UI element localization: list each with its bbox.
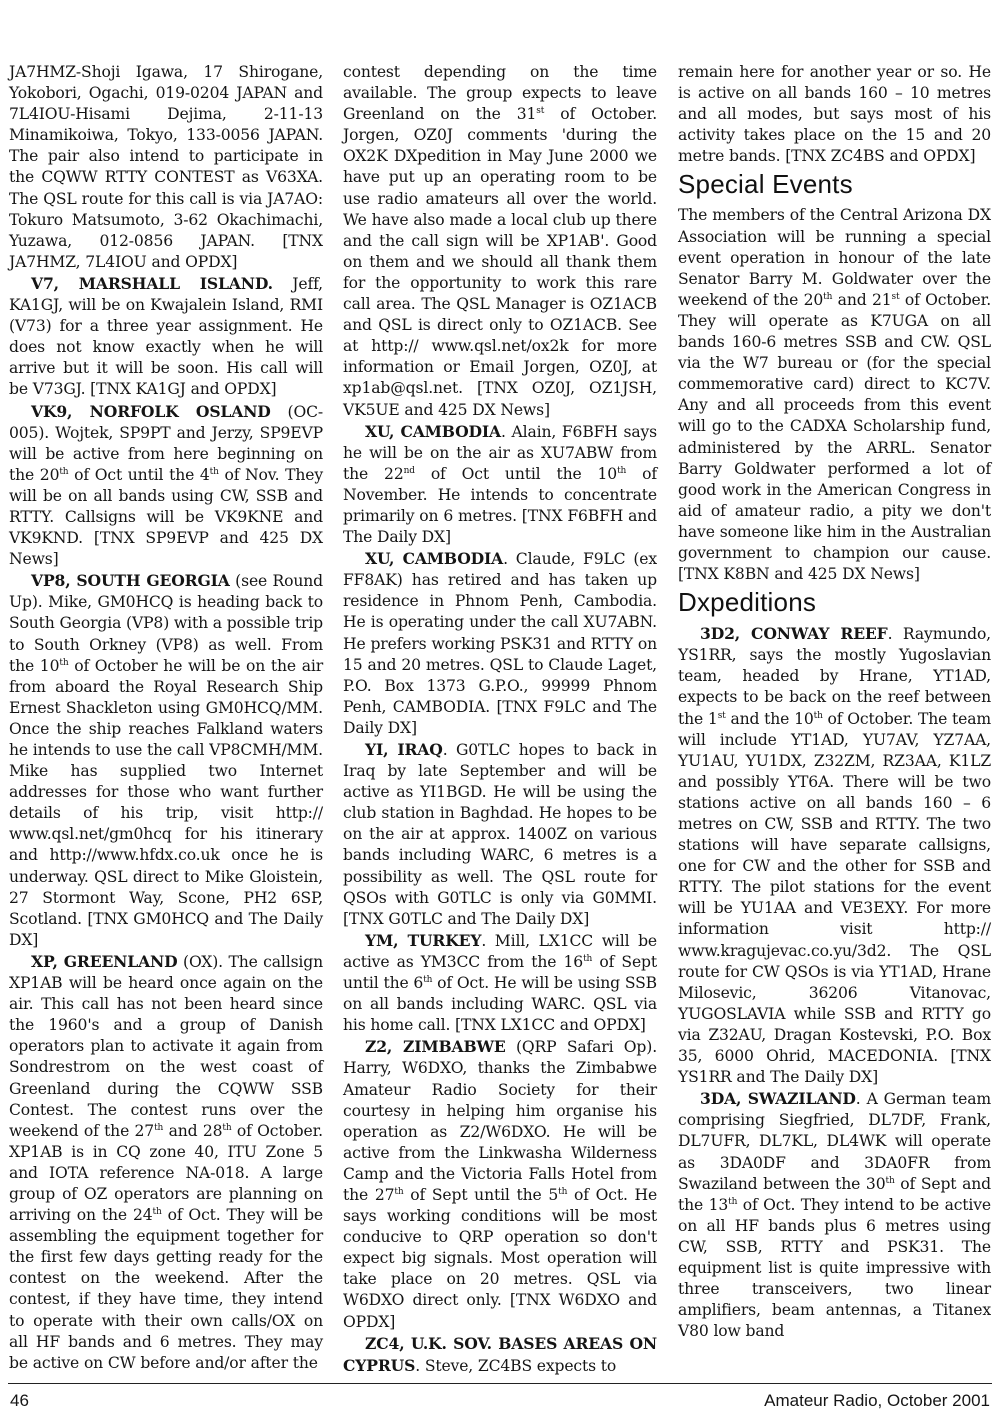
ordinal-suffix: st: [536, 106, 545, 116]
entry-z2: [343, 1036, 657, 1332]
entry-xu-1: [343, 421, 657, 549]
entry-text: . G0TLC hopes to back in Iraq by late September and will be active as YI1BGD. He will be using the club station in Baghdad. He hopes to be on the air at approx. 1400Z on various bands including WARC, 6 metres is a possibility as well. The QSL route for QSOs with G0TLC is only via G0MMI. [TNX G0TLC and The Daily DX]: [343, 741, 657, 928]
ordinal-suffix: th: [209, 466, 219, 477]
entry-text: . Mill, LX1CC will be active as YM3CC from the 16: [343, 931, 658, 971]
ordinal-suffix: st: [891, 291, 900, 302]
entry-heading: 3D2, CONWAY REEF: [700, 624, 888, 644]
entry-text: of Oct. They will be assembling the equipment together for the first few days getting ready for the contest on the weekend. After the contest, if they have time, they intend to operate with their own calls/OX on all HF bands and 6 metres. They may be active on CW before and/or after the: [9, 1206, 323, 1372]
entry-text: (see Round Up). Mike, GM0HCQ is heading back to South Georgia (VP8) with a possible trip to South Orkney (VP8) as well. From the 10: [9, 572, 323, 675]
ordinal-suffix: th: [885, 1175, 895, 1186]
entry-text: of Sept and the 13: [678, 1174, 991, 1214]
entry-text: of October he will be on the air from aboard the Royal Research Ship Ernest Shackleton using GM0HCQ/MM. Once the ship reaches Falkland waters he intends to use the call VP8CMH/MM. Mike has supplied two Internet addresses for those who want further details of his trip, visit http:// www.qsl.net/gm0hcq for his itinerary and http://www.hfdx.co.uk once he is underway. QSL direct to Mike Gloistein, 27 Stormont Way, Scone, PH2 6SP, Scotland. [TNX GM0HCQ and The Daily DX]: [9, 656, 324, 949]
entry-text: (OC-005). Wojtek, SP9PT and Jerzy, SP9EVP will be active from here beginning on the 20: [9, 402, 324, 484]
ordinal-suffix: th: [59, 466, 69, 477]
section-heading-dxpeditions: Dxpeditions: [678, 587, 817, 618]
entry-zc4: [343, 1333, 657, 1377]
ordinal-suffix: th: [558, 1186, 568, 1197]
ordinal-suffix: th: [583, 953, 593, 964]
entry-vk9: [9, 401, 323, 571]
paragraph-ja7hmz: [9, 62, 323, 273]
entry-text: of Sept until the 6: [343, 952, 657, 993]
entry-heading: VP8, SOUTH GEORGIA: [31, 571, 230, 591]
paragraph-zc4-cont: [678, 62, 991, 167]
paragraph-greenland-cont: [343, 62, 657, 421]
entry-text: . A German team comprising Siegfried, DL7DF, Frank, DL7UFR, DL7KL, DL4WK will operate as 3DA0DF and 3DA0FR from Swaziland between the 30: [678, 1090, 991, 1193]
entry-heading: XU, CAMBODIA: [365, 549, 504, 569]
entry-text: of Nov. They will be on all bands using CW, SSB and RTTY. Callsigns will be VK9KNE and VK9KND. [TNX SP9EVP and 425 DX News]: [9, 465, 323, 569]
entry-text: and the 10: [725, 709, 814, 728]
column-1: [9, 62, 324, 1372]
entry-heading: VK9, NORFOLK OSLAND: [31, 401, 271, 421]
entry-text: of October. The team will include YT1AD, YU7AV, YZ7AA, YU1AU, YU1DX, Z32ZM, RZ3AA, K1LZ and possibly YT6A. There will be two stations active on all bands 160 – 6 metres on CW, SSB and RTTY. The two stations will have separate callsigns, one for CW and the other for SSB and RTTY. The pilot stations for the event will be YU1AA and VE3EXY. For more information visit http:// www.kragujevac.co.yu/3d2. The QSL route for CW QSOs is via YT1AD, Hrane Milosevic, 36206 Vitanovac, YUGOSLAVIA while SSB and RTTY go via Z32AU, Dragan Kostevski, P.O. Box 35, 6000 Ohrid, MACEDONIA. [TNX YS1RR and The Daily DX]: [678, 709, 991, 1087]
entry-v7: [9, 273, 323, 401]
footer-divider: [8, 1383, 992, 1384]
entry-text: . Steve, ZC4BS expects to: [415, 1356, 617, 1375]
entry-heading: YI, IRAQ: [365, 740, 443, 759]
entry-text: (OX). The callsign XP1AB will be heard once again on the air. This call has not been heard since the 1960's and a group of Danish operators plan to activate it again from Sondrestrom on the west coast of Greenland during the CQWW SSB Contest. The contest runs over the weekend of the 27: [9, 952, 323, 1140]
entry-text: . Raymundo, YS1RR, says the mostly Yugoslavian team, headed by Hrane, YT1AD, expects to be back on the reef between the 1: [678, 625, 991, 728]
ordinal-suffix: th: [823, 291, 833, 302]
entry-text: of Oct. They intend to be active on all HF bands plus 6 metres using CW, SSB, RTTY and PSK31. The equipment list is quite impressive with three transceivers, two linear amplifiers, beam antennas, a Titanex V80 low band: [678, 1195, 992, 1341]
magazine-issue: Amateur Radio, October 2001: [764, 1391, 990, 1410]
entry-heading: XU, CAMBODIA: [365, 421, 501, 441]
entry-text: of Oct until the 10: [414, 464, 618, 483]
entry-heading: XP, GREENLAND: [31, 951, 178, 971]
ordinal-suffix: th: [222, 1122, 232, 1133]
entry-text: (QRP Safari Op). Harry, W6DXO, thanks the Zimbabwe Amateur Radio Society for their courtesy in helping him organise his operation as Z2/W6DXO. He will be active from the Linkwasha Wilderness Camp and the Victoria Falls Hotel from the 27: [343, 1038, 657, 1204]
entry-text: of Sept until the 5: [403, 1185, 559, 1204]
entry-text: . Claude, F9LC (ex FF8AK) has retired and has taken up residence in Phnom Penh, Cambodia. He is operating under the call XU7ABN. He prefers working PSK31 and RTTY on 15 and 20 metres. QSL to Claude Laget, P.O. Box 1373 G.P.O., 99999 Phnom Penh, CAMBODIA. [TNX F9LC and The Daily DX]: [343, 550, 657, 737]
paragraph-text: and 21: [832, 290, 892, 309]
entry-heading: YM, TURKEY: [365, 930, 482, 950]
entry-heading: 3DA, SWAZILAND: [700, 1089, 856, 1109]
entry-3d2: [678, 623, 991, 1088]
column-3: [678, 62, 991, 1362]
entry-text: of October. XP1AB is in CQ zone 40, ITU Zone 5 and IOTA reference NA-018. A large group of OZ operators are planning on arriving on the 24: [9, 1121, 323, 1225]
entry-heading: Z2, ZIMBABWE: [365, 1037, 506, 1057]
paragraph-text: JA7HMZ-Shoji Igawa, 17 Shirogane, Yokobori, Ogachi, 019-0204 JAPAN and 7L4IOU-Hisami Dejima, 2-11-13 Minamikoiwa, Tokyo, 133-0056 JAPAN. The pair also intend to participate in the CQWW RTTY CONTEST as V63XA. The QSL route for this call is via JA7AO: Tokuro Matsumoto, 3-62 Okachimachi, Yuzawa, 012-0856 JAPAN. [TNX JA7HMZ, 7L4IOU and OPDX]: [9, 63, 323, 271]
ordinal-suffix: th: [394, 1186, 404, 1197]
page-number: 46: [10, 1391, 29, 1410]
paragraph-text: contest depending on the time available. The group expects to leave Greenland on the 31: [343, 63, 657, 124]
paragraph-text: The members of the Central Arizona DX Association will be running a special event operation in honour of the late Senator Barry M. Goldwater over the weekend of the 20: [678, 206, 991, 309]
entry-vp8: [9, 570, 323, 951]
paragraph-text: of October. They will operate as K7UGA on all bands 160-6 metres SSB and CW. QSL via the W7 bureau or (for the special commemorative card) direct to KC7V. Any and all proceeds from this event will go to the CADXA Scholarship fund, administered by the ARRL. Senator Barry Goldwater performed a lot of good work in the American Congress in aid of amateur radio, a pity we don't have someone like him in the Australian government to champion our cause. [TNX K8BN and 425 DX News]: [678, 290, 991, 584]
ordinal-suffix: th: [59, 657, 69, 668]
entry-text: of Oct. He will be using SSB on all bands including WARC. QSL via his home call. [TNX LX1CC and OPDX]: [343, 974, 657, 1035]
entry-text: . Alain, F6BFH says he will be on the air as XU7ABW from the 22: [343, 422, 657, 483]
ordinal-suffix: th: [423, 974, 433, 985]
paragraph-special-events: [678, 205, 991, 585]
ordinal-suffix: th: [152, 1206, 162, 1217]
entry-xp: [9, 951, 323, 1374]
entry-heading: V7, MARSHALL ISLAND.: [31, 273, 273, 293]
paragraph-text: remain here for another year or so. He is active on all bands 160 – 10 metres and all modes, but says most of his activity takes place on the 15 and 20 metre bands. [TNX ZC4BS and OPDX]: [678, 63, 991, 166]
paragraph-text: of October. Jorgen, OZ0J comments 'during the OX2K DXpedition in May June 2000 we have put up an operating room to be use radio amateurs all over the world. We have also made a local club up there and the call sign will be XP1AB'. Good on them and we should all thank them for the opportunity to work this rare call area. The QSL Manager is OZ1ACB and QSL is direct only to OZ1ACB. See at http:// www.qsl.net/ox2k for more information or Email Jorgen, OZ0J, at xp1ab@qsl.net. [TNX OZ0J, OZ1JSH, VK5UE and 425 DX News]: [343, 105, 657, 419]
entry-heading: ZC4, U.K. SOV. BASES AREAS ON CYPRUS: [343, 1333, 657, 1375]
ordinal-suffix: th: [813, 710, 823, 721]
entry-text: of Oct. He says working conditions will be most conducive to QRP operation so don't expect big signals. Most operation will take place on 20 metres. QSL via W6DXO direct only. [TNX W6DXO and OPDX]: [343, 1185, 658, 1331]
ordinal-suffix: th: [617, 465, 627, 476]
entry-text: of November. He intends to concentrate primarily on 6 metres. [TNX F6BFH and The Daily DX]: [343, 464, 658, 547]
entry-3da: [678, 1088, 991, 1342]
entry-text: and 28: [163, 1121, 223, 1140]
entry-text: of Oct until the 4: [68, 465, 210, 484]
ordinal-suffix: nd: [403, 465, 415, 476]
column-2: [343, 62, 658, 1375]
entry-xu-2: [343, 548, 657, 739]
ordinal-suffix: st: [717, 710, 726, 721]
entry-ym: [343, 930, 657, 1036]
entry-yi: [343, 739, 657, 930]
ordinal-suffix: th: [728, 1196, 738, 1207]
ordinal-suffix: th: [154, 1122, 164, 1133]
entry-text: Jeff, KA1GJ, will be on Kwajalein Island, RMI (V73) for a three year assignment. He does not know exactly when he will arrive but it will be soon. His call will be V73GJ. [TNX KA1GJ and OPDX]: [9, 274, 323, 399]
section-heading-special-events: Special Events: [678, 169, 853, 200]
